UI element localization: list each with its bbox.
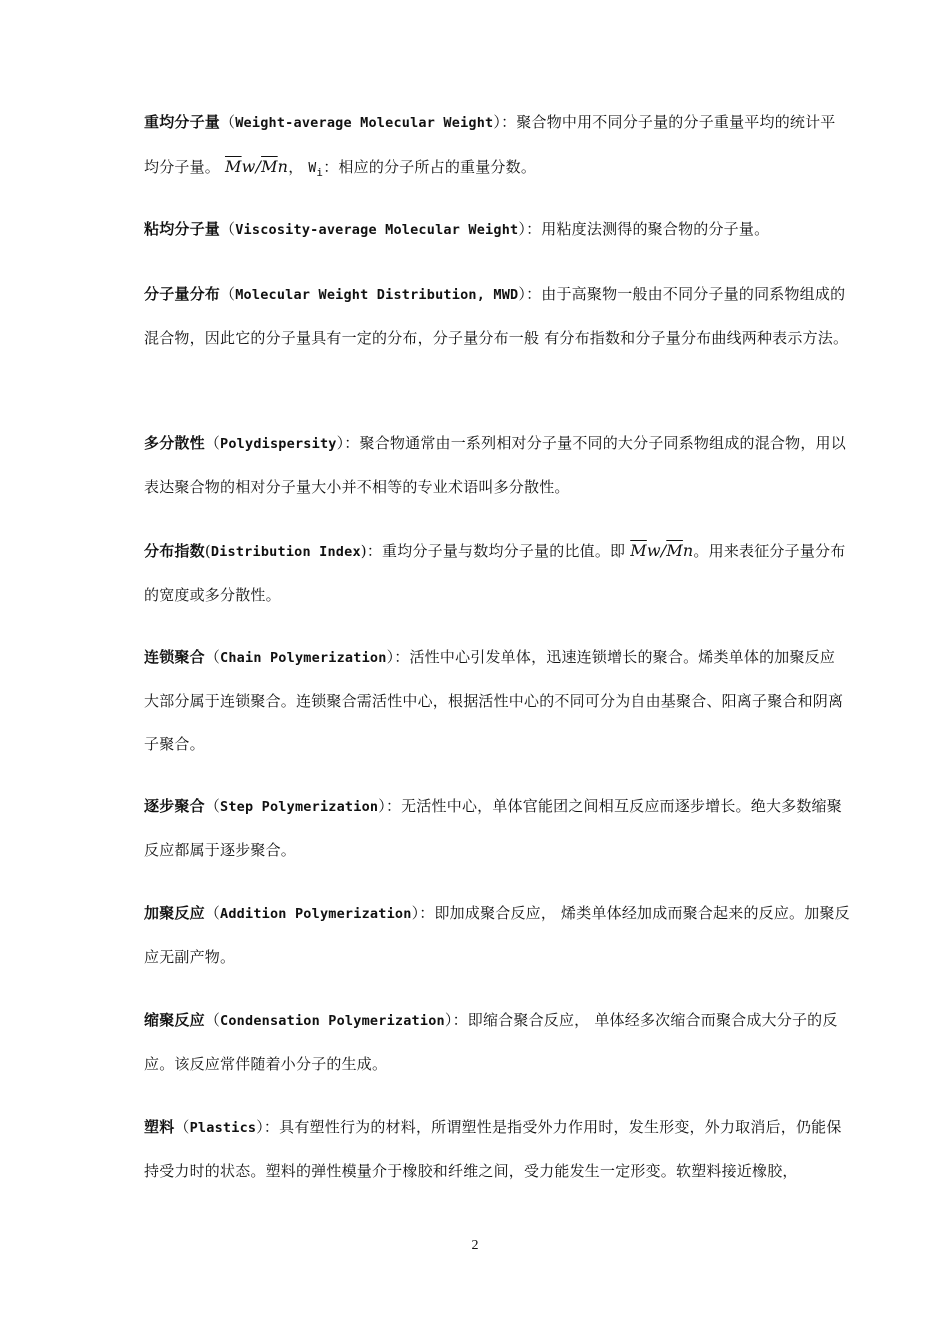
paren-open: （	[220, 220, 236, 238]
definition-text: 用粘度法测得的聚合物的分子量。	[541, 220, 770, 238]
paren-close: ）：	[444, 1011, 468, 1029]
definition-text: ：相应的分子所占的重量分数。	[323, 158, 537, 176]
definition-text: 聚合物通常由一系列相对分子量不同的大分子同系物组成的混合物，用以表达聚合物的相对分子量大小并不相等的专业术语叫多分散性。	[144, 434, 846, 496]
paren-open: （	[204, 797, 221, 815]
definition-text: 重均分子量与数均分子量的比值。即	[382, 542, 631, 560]
paren-close: ）：	[493, 113, 517, 131]
term-english: Viscosity-average Molecular Weight	[235, 222, 519, 238]
paren-close: ）：	[256, 1118, 280, 1136]
entry-plastics	[144, 1106, 850, 1193]
term-label: 分布指数	[144, 542, 205, 560]
paren-close: ）：	[411, 904, 435, 922]
term-label: 粘均分子量	[144, 220, 221, 238]
term-label: 多分散性	[144, 434, 205, 452]
variable-wi: $W_i$	[308, 161, 324, 179]
entry-addition-polymerization	[144, 892, 850, 979]
entry-polydispersity	[144, 422, 850, 509]
paren-open: (	[204, 542, 211, 560]
term-english: Step Polymerization	[220, 799, 379, 815]
entry-step-polymerization	[144, 785, 850, 872]
term-english: Distribution Index	[210, 544, 361, 560]
definition-text: 即加成聚合反应， 烯类单体经加成而聚合起来的反应。加聚反应无副产物。	[144, 904, 850, 966]
paren-close: ）：	[518, 220, 542, 238]
paren-close: ）：	[336, 434, 360, 452]
paren-close: )：	[360, 542, 383, 560]
term-label: 缩聚反应	[144, 1011, 205, 1029]
formula-mw-mn: $\overline{M}w/\overline{M}n$	[630, 541, 694, 560]
term-english: Molecular Weight Distribution, MWD	[235, 287, 519, 303]
paren-open: （	[220, 113, 236, 131]
definition-text: 活性中心引发单体，迅速连锁增长的聚合。烯类单体的加聚反应大部分属于连锁聚合。连锁聚合需活性中心，根据活性中心的不同可分为自由基聚合、阳离子聚合和阴离子聚合。	[144, 648, 844, 753]
term-label: 连锁聚合	[144, 648, 205, 666]
term-english: Weight-average Molecular Weight	[235, 115, 494, 131]
definition-text: 具有塑性行为的材料，所谓塑性是指受外力作用时，发生形变，外力取消后，仍能保持受力时的状态。塑料的弹性模量介于橡胶和纤维之间，受力能发生一定形变。软塑料接近橡胶，	[144, 1118, 842, 1180]
page-number: 2	[471, 1238, 479, 1253]
paren-close: ）：	[518, 285, 542, 303]
definition-text: 无活性中心，单体官能团之间相互反应而逐步增长。绝大多数缩聚反应都属于逐步聚合。	[144, 797, 842, 859]
paren-open: （	[204, 904, 221, 922]
term-english: Plastics	[189, 1120, 257, 1136]
term-label: 重均分子量	[144, 113, 221, 131]
term-label: 加聚反应	[144, 904, 205, 922]
definition-text: ，	[288, 158, 304, 176]
definition-text: 由于高聚物一般由不同分子量的同系物组成的混合物，因此它的分子量具有一定的分布，分子量分布一般 有分布指数和分子量分布曲线两种表示方法。	[144, 285, 849, 347]
term-label: 塑料	[144, 1118, 175, 1136]
paren-open: （	[204, 434, 221, 452]
term-label: 逐步聚合	[144, 797, 205, 815]
entry-molecular-weight-distribution	[144, 273, 850, 360]
term-label: 分子量分布	[144, 285, 221, 303]
term-english: Condensation Polymerization	[220, 1013, 445, 1029]
paren-open: （	[204, 1011, 221, 1029]
term-english: Chain Polymerization	[220, 650, 387, 666]
entry-condensation-polymerization	[144, 999, 850, 1086]
term-english: Polydispersity	[220, 436, 337, 452]
entry-distribution-index	[144, 529, 850, 617]
paren-close: ）：	[386, 648, 410, 666]
entry-chain-polymerization	[144, 636, 850, 766]
definition-text: 。用来表征分子量分布的宽度或多分散性。	[144, 542, 846, 604]
paren-open: （	[204, 648, 221, 666]
formula-mw-mn: $\overline{M}w/\overline{M}n$	[224, 157, 289, 176]
definition-text: 聚合物中用不同分子量的分子重量平均的统计平均分子量。	[144, 113, 836, 176]
definition-text: 即缩合聚合反应， 单体经多次缩合而聚合成大分子的反应。该反应常伴随着小分子的生成。	[144, 1011, 838, 1073]
paren-open: （	[174, 1118, 190, 1136]
paren-open: （	[220, 285, 236, 303]
entry-weight-average-molecular-weight	[144, 101, 850, 194]
entry-viscosity-average-molecular-weight	[144, 208, 850, 252]
term-english: Addition Polymerization	[220, 906, 412, 922]
paren-close: ）：	[378, 797, 402, 815]
